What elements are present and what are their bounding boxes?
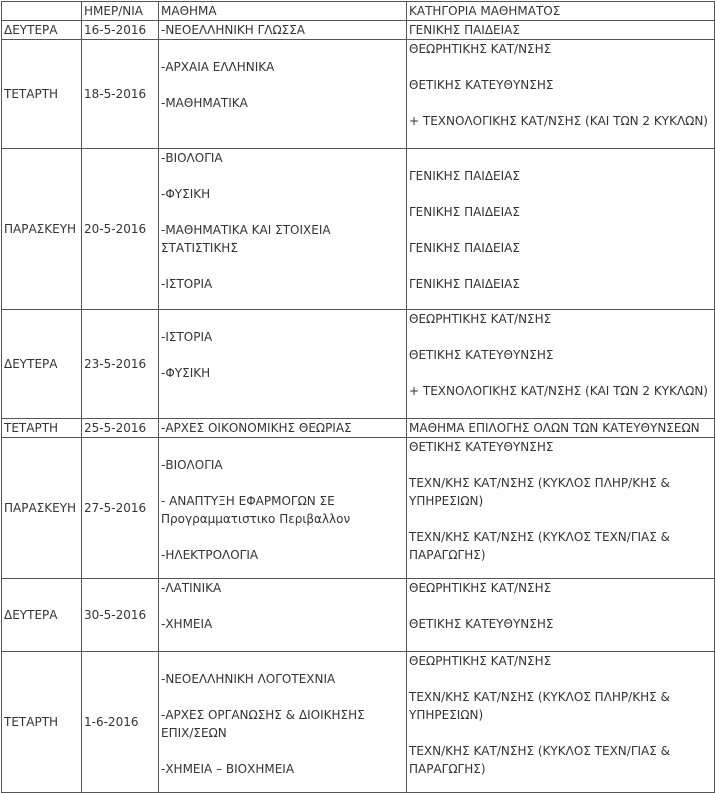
category: ΓΕΝΙΚΗΣ ΠΑΙΔΕΙΑΣ <box>409 169 520 183</box>
category-cell <box>407 419 715 438</box>
subject: -ΑΡΧΑΙΑ ΕΛΛΗΝΙΚΑ <box>161 60 275 74</box>
table-row <box>2 419 715 438</box>
category: ΘΕΩΡΗΤΙΚΗΣ ΚΑΤ/ΝΣΗΣ <box>409 42 552 56</box>
category: ΤΕΧΝ/ΚΗΣ ΚΑΤ/ΝΣΗΣ (ΚΥΚΛΟΣ ΠΛΗΡ/ΚΗΣ & ΥΠΗΡΕΣΙΩΝ) <box>409 690 670 722</box>
subject-cell <box>159 21 407 40</box>
subject: -ΙΣΤΟΡΙΑ <box>161 277 213 291</box>
date-cell: 25-5-2016 <box>82 419 159 438</box>
category: ΘΕΤΙΚΗΣ ΚΑΤΕΥΘΥΝΣΗΣ <box>409 78 554 92</box>
category: ΘΕΤΙΚΗΣ ΚΑΤΕΥΘΥΝΣΗΣ <box>409 348 554 362</box>
category: ΓΕΝΙΚΗΣ ΠΑΙΔΕΙΑΣ <box>409 241 520 255</box>
category: ΤΕΧΝ/ΚΗΣ ΚΑΤ/ΝΣΗΣ (ΚΥΚΛΟΣ ΠΛΗΡ/ΚΗΣ & ΥΠΗΡΕΣΙΩΝ) <box>409 476 670 508</box>
day-cell: ΤΕΤΑΡΤΗ <box>2 40 82 149</box>
subject: -ΛΑΤΙΝΙΚΑ <box>161 581 222 595</box>
category: ΘΕΩΡΗΤΙΚΗΣ ΚΑΤ/ΝΣΗΣ <box>409 581 552 595</box>
date-cell: 27-5-2016 <box>82 438 159 579</box>
day-cell: ΤΕΤΑΡΤΗ <box>2 652 82 793</box>
subject: -ΒΙΟΛΟΓΙΑ <box>161 458 223 472</box>
subject: -ΧΗΜΕΙΑ <box>161 617 213 631</box>
category-cell <box>407 310 715 419</box>
category-cell <box>407 21 715 40</box>
subject-cell <box>159 652 407 793</box>
table-row <box>2 149 715 310</box>
date-cell: 18-5-2016 <box>82 40 159 149</box>
category: ΘΕΤΙΚΗΣ ΚΑΤΕΥΘΥΝΣΗΣ <box>409 617 554 631</box>
subject-cell <box>159 40 407 149</box>
category-cell <box>407 652 715 793</box>
header-day <box>2 2 82 21</box>
table-row <box>2 438 715 579</box>
subject: -ΗΛΕΚΤΡΟΛΟΓΙΑ <box>161 548 259 562</box>
header-date: ΗΜΕΡ/ΝΙΑ <box>82 2 159 21</box>
subject-cell <box>159 438 407 579</box>
day-cell: ΠΑΡΑΣΚΕΥΗ <box>2 438 82 579</box>
subject-cell <box>159 419 407 438</box>
category-cell <box>407 149 715 310</box>
date-cell: 23-5-2016 <box>82 310 159 419</box>
table-row <box>2 310 715 419</box>
subject: - ΑΝΑΠΤΥΞΗ ΕΦΑΡΜΟΓΩΝ ΣΕ Προγραμματιστικο Περιβαλλον <box>161 494 351 526</box>
day-cell: ΔΕΥΤΕΡΑ <box>2 310 82 419</box>
exam-schedule-table <box>1 1 715 793</box>
subject: -ΧΗΜΕΙΑ – ΒΙΟΧΗΜΕΙΑ <box>161 762 295 776</box>
subject: -ΑΡΧΕΣ ΟΙΚΟΝΟΜΙΚΗΣ ΘΕΩΡΙΑΣ <box>161 421 352 435</box>
header-row <box>2 2 715 21</box>
category: + ΤΕΧΝΟΛΟΓΙΚΗΣ ΚΑΤ/ΝΣΗΣ (ΚΑΙ ΤΩΝ 2 ΚΥΚΛΩΝ) <box>409 114 708 128</box>
date-cell: 1-6-2016 <box>82 652 159 793</box>
subject: -ΝΕΟΕΛΛΗΝΙΚΗ ΛΟΓΟΤΕΧΝΙΑ <box>161 672 336 686</box>
category-cell <box>407 40 715 149</box>
category: ΘΕΩΡΗΤΙΚΗΣ ΚΑΤ/ΝΣΗΣ <box>409 654 552 668</box>
day-cell: ΠΑΡΑΣΚΕΥΗ <box>2 149 82 310</box>
table-row <box>2 21 715 40</box>
subject: -ΙΣΤΟΡΙΑ <box>161 330 213 344</box>
date-cell: 30-5-2016 <box>82 579 159 652</box>
subject: -ΦΥΣΙΚΗ <box>161 366 211 380</box>
category-cell <box>407 579 715 652</box>
subject-cell <box>159 310 407 419</box>
subject: -ΜΑΘΗΜΑΤΙΚΑ ΚΑΙ ΣΤΟΙΧΕΙΑ ΣΤΑΤΙΣΤΙΚΗΣ <box>161 223 331 255</box>
header-subject: ΜΑΘΗΜΑ <box>159 2 407 21</box>
day-cell: ΤΕΤΑΡΤΗ <box>2 419 82 438</box>
header-category: ΚΑΤΗΓΟΡΙΑ ΜΑΘΗΜΑΤΟΣ <box>407 2 715 21</box>
date-cell: 20-5-2016 <box>82 149 159 310</box>
subject: -ΝΕΟΕΛΛΗΝΙΚΗ ΓΛΩΣΣΑ <box>161 23 306 37</box>
category: ΓΕΝΙΚΗΣ ΠΑΙΔΕΙΑΣ <box>409 23 520 37</box>
subject: -ΜΑΘΗΜΑΤΙΚΑ <box>161 96 248 110</box>
category: ΘΕΤΙΚΗΣ ΚΑΤΕΥΘΥΝΣΗΣ <box>409 440 554 454</box>
subject: -ΦΥΣΙΚΗ <box>161 187 211 201</box>
day-cell: ΔΕΥΤΕΡΑ <box>2 579 82 652</box>
day-cell: ΔΕΥΤΕΡΑ <box>2 21 82 40</box>
category: ΤΕΧΝ/ΚΗΣ ΚΑΤ/ΝΣΗΣ (ΚΥΚΛΟΣ ΤΕΧΝ/ΓΙΑΣ & ΠΑΡΑΓΩΓΗΣ) <box>409 530 671 562</box>
category: ΓΕΝΙΚΗΣ ΠΑΙΔΕΙΑΣ <box>409 277 520 291</box>
subject-cell <box>159 149 407 310</box>
subject: -ΑΡΧΕΣ ΟΡΓΑΝΩΣΗΣ & ΔΙΟΙΚΗΣΗΣ ΕΠΙΧ/ΣΕΩΝ <box>161 708 365 740</box>
subject-cell <box>159 579 407 652</box>
category: ΤΕΧΝ/ΚΗΣ ΚΑΤ/ΝΣΗΣ (ΚΥΚΛΟΣ ΤΕΧΝ/ΓΙΑΣ & ΠΑΡΑΓΩΓΗΣ) <box>409 744 671 776</box>
date-cell: 16-5-2016 <box>82 21 159 40</box>
category-cell <box>407 438 715 579</box>
table-row <box>2 579 715 652</box>
category: ΜΑΘΗΜΑ ΕΠΙΛΟΓΗΣ ΟΛΩΝ ΤΩΝ ΚΑΤΕΥΘΥΝΣΕΩΝ <box>409 421 700 435</box>
category: + ΤΕΧΝΟΛΟΓΙΚΗΣ ΚΑΤ/ΝΣΗΣ (ΚΑΙ ΤΩΝ 2 ΚΥΚΛΩΝ) <box>409 384 708 398</box>
table-row <box>2 40 715 149</box>
category: ΘΕΩΡΗΤΙΚΗΣ ΚΑΤ/ΝΣΗΣ <box>409 312 552 326</box>
category: ΓΕΝΙΚΗΣ ΠΑΙΔΕΙΑΣ <box>409 205 520 219</box>
subject: -ΒΙΟΛΟΓΙΑ <box>161 151 223 165</box>
table-row <box>2 652 715 793</box>
